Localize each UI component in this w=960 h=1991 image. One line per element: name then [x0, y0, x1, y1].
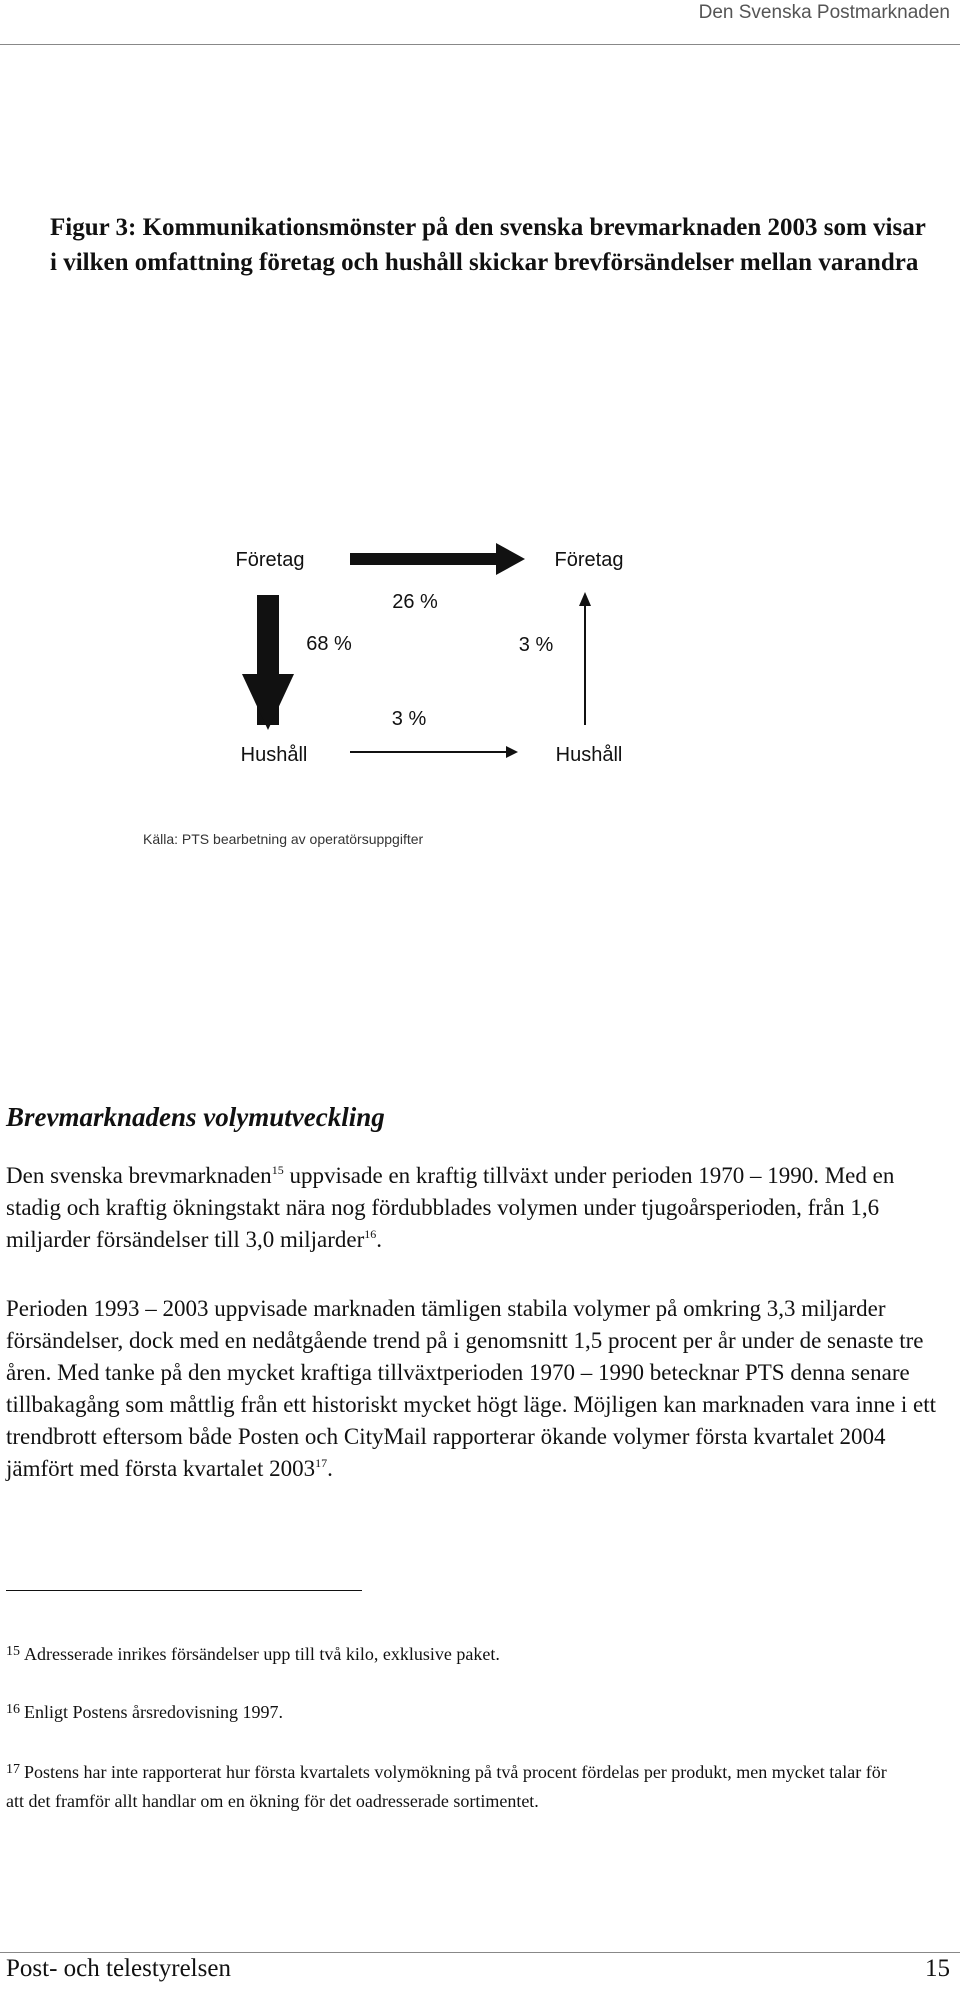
flow-label-b2b: 26 %: [392, 591, 438, 613]
communication-diagram: [0, 520, 960, 780]
paragraph-1: Den svenska brevmarknaden$^{15}$ uppvisade en kraftig tillväxt under perioden 1970 – 1990. Med en stadig och kraftig ökningstakt nära nog fördubblades volymen under tjugoårsperioden, från 1,6 miljarder försändelser till 3,0 miljarder$^{16}$.: [6, 1163, 895, 1252]
footnote-ref-17[interactable]: 17: [315, 1456, 328, 1470]
flow-label-h2b: 3 %: [518, 634, 554, 656]
figure-source: Källa: PTS bearbetning av operatörsuppgifter: [143, 831, 424, 847]
footnote-ref-15[interactable]: 15: [271, 1163, 284, 1177]
header-rule: [0, 44, 960, 45]
footnote-16: $^{16}$ Enligt Postens årsredovisning 1997.: [6, 1702, 283, 1722]
footnote-separator: [6, 1590, 362, 1591]
section-heading: Brevmarknadens volymutveckling: [6, 1102, 385, 1132]
node-bottom-left: Hushåll: [240, 744, 308, 766]
footnote-15: $^{15}$ Adresserade inrikes försändelser upp till två kilo, exklusive paket.: [6, 1644, 500, 1664]
page-number: 15: [925, 1955, 950, 1982]
node-bottom-right: Hushåll: [555, 744, 623, 766]
flow-label-b2h: 68 %: [306, 633, 352, 655]
footer-publisher: Post- och telestyrelsen: [6, 1955, 231, 1982]
flow-arrow-household-to-business: [579, 592, 591, 725]
flow-arrow-business-to-business: [350, 543, 525, 575]
node-top-left: Företag: [235, 549, 305, 571]
footnote-17: $^{17}$ Postens har inte rapporterat hur första kvartalets volymökning på två procent fördelas per produkt, men mycket talar för att det framför allt handlar om en ökning för det oadresserade sortimentet.: [6, 1762, 887, 1811]
flow-arrow-business-to-household: [242, 595, 294, 730]
paragraph-2: Perioden 1993 – 2003 uppvisade marknaden tämligen stabila volymer på omkring 3,3 miljarder försändelser, dock med en nedåtgående trend på i genomsnitt 1,5 procent per år under de senaste tre åren. Med tanke på den mycket kraftiga tillväxtperioden 1970 – 1990 betecknar PTS denna senare tillbakagång som måttlig från ett historiskt mycket högt läge. Möjligen kan marknaden vara inne i ett trendbrott eftersom både Posten och CityMail rapporterar ökande volymer första kvartalet 2004 jämfört med första kvartalet 2003$^{17}$.: [6, 1296, 936, 1481]
figure-title: Figur 3: Kommunikationsmönster på den svenska brevmarknaden 2003 som visar i vilken omfattning företag och hushåll skickar brevförsändelser mellan varandra: [50, 214, 926, 276]
node-top-right: Företag: [554, 549, 624, 571]
flow-label-h2h: 3 %: [391, 708, 427, 730]
footnote-ref-16[interactable]: 16: [364, 1227, 377, 1241]
footer-rule: [0, 1952, 960, 1953]
flow-arrow-household-to-household: [350, 746, 518, 758]
running-header: Den Svenska Postmarknaden: [698, 2, 950, 23]
